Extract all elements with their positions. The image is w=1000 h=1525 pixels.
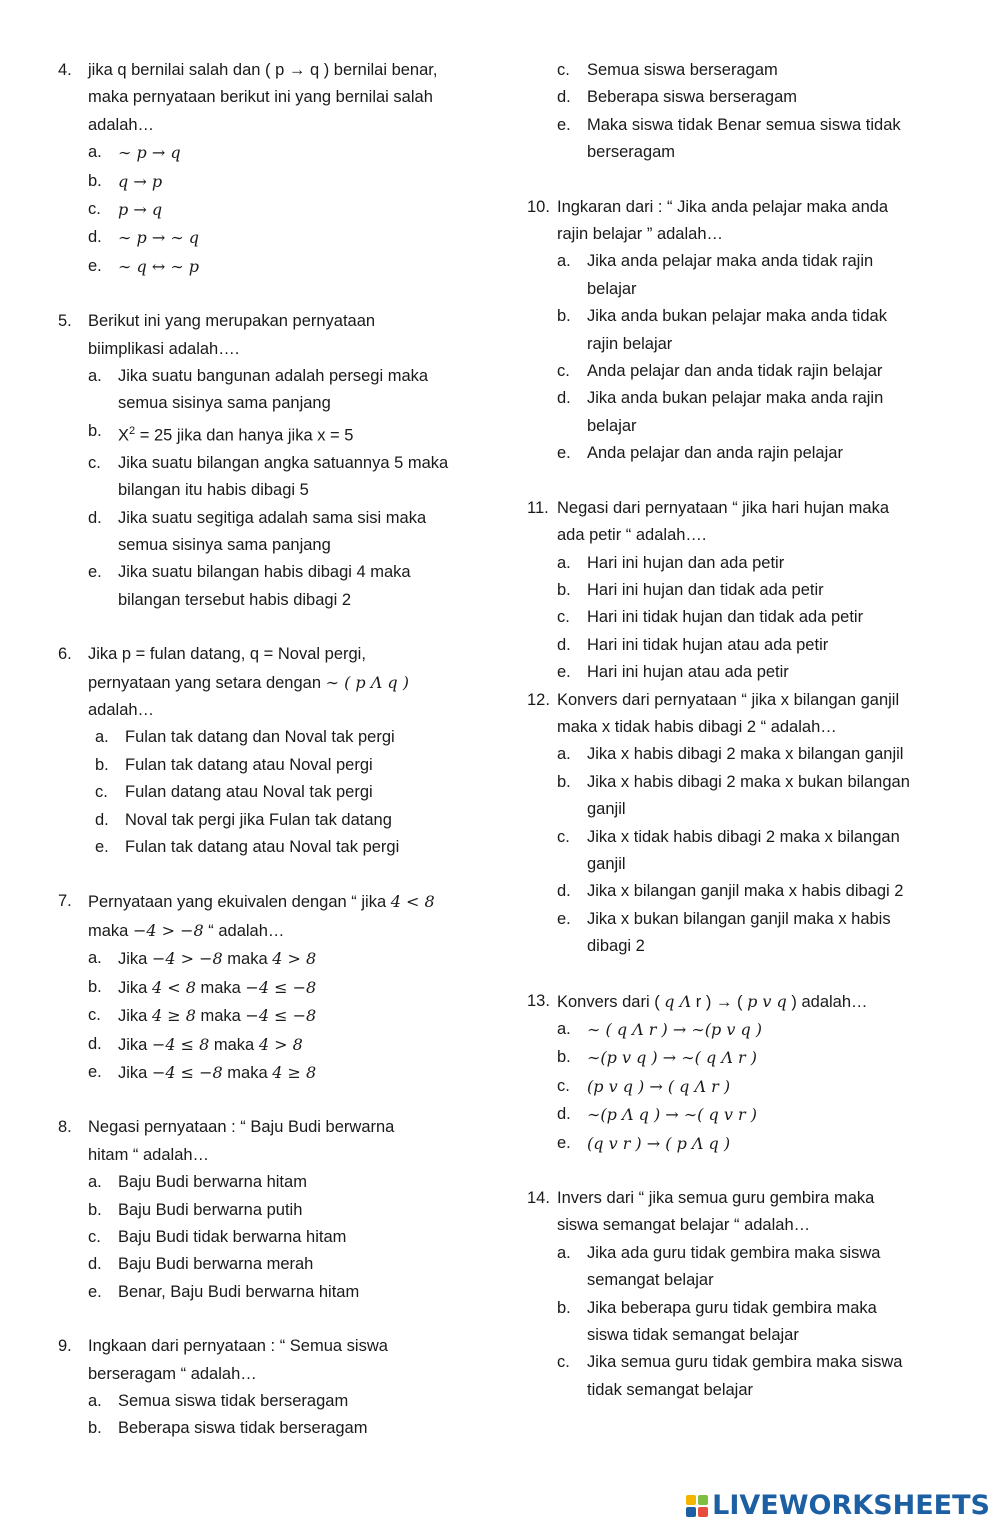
option-e[interactable]: e. Jika suatu bilangan habis dibagi 4 maka bilangan tersebut habis dibagi 2 — [88, 563, 411, 609]
option-d[interactable]: d. Hari ini tidak hujan atau ada petir — [557, 635, 829, 654]
option-a[interactable]: a. Fulan tak datang dan Noval tak pergi — [95, 728, 395, 747]
option-d[interactable]: d. Jika suatu segitiga adalah sama sisi maka semua sisinya sama panjang — [88, 508, 427, 554]
option-c[interactable]: c. Fulan datang atau Noval tak pergi — [95, 783, 373, 802]
question-13 — [527, 988, 967, 1158]
option-a[interactable]: a. Jika −4 > −8 maka 4 > 8 — [88, 949, 317, 969]
question-stem: Konvers dari pernyataan “ jika x bilangan ganjil maka x tidak habis dibagi 2 “ adalah… — [557, 690, 900, 736]
option-list — [88, 1169, 498, 1306]
left-column — [58, 57, 498, 1443]
option-b[interactable]: b. q → p — [88, 171, 163, 191]
option-d[interactable]: d. Jika −4 ≤ 8 maka 4 > 8 — [88, 1034, 303, 1054]
option-a[interactable]: a. ∼ ( q Λ r ) → ∼(p v q ) — [557, 1020, 763, 1039]
option-e[interactable]: e. (q v r ) → ( p Λ q ) — [557, 1133, 731, 1153]
option-b[interactable]: b. Baju Budi berwarna putih — [88, 1200, 303, 1219]
option-d[interactable]: d. Beberapa siswa berseragam — [557, 88, 798, 107]
option-e[interactable]: e. Benar, Baju Budi berwarna hitam — [88, 1282, 360, 1301]
option-c[interactable]: c. (p v q ) → ( q Λ r ) — [557, 1076, 731, 1096]
question-11 — [527, 495, 967, 687]
question-stem: Berikut ini yang merupakan pernyataan biimplikasi adalah…. — [88, 312, 376, 358]
logo-square-icon — [686, 1507, 696, 1517]
option-a[interactable]: a. ∼ p → q — [88, 143, 181, 163]
question-9 — [58, 1333, 498, 1443]
option-e[interactable]: e. ∼ q ↔ ∼ p — [88, 256, 200, 276]
option-b[interactable]: b. Jika x habis dibagi 2 maka x bukan bilangan ganjil — [557, 772, 910, 819]
option-list — [88, 1388, 498, 1443]
option-a[interactable]: a. Semua siswa tidak berseragam — [88, 1391, 349, 1410]
liveworksheets-logo — [686, 1490, 990, 1521]
option-d[interactable]: d. ∼(p Λ q ) → ∼( q v r ) — [557, 1105, 757, 1125]
option-list — [557, 550, 967, 687]
question-12 — [527, 687, 967, 961]
option-list — [557, 248, 967, 467]
option-a[interactable]: a. Jika x habis dibagi 2 maka x bilangan ganjil — [557, 745, 904, 764]
question-number: 9. — [58, 1337, 72, 1356]
option-list — [557, 741, 967, 960]
option-c[interactable]: c. Hari ini tidak hujan dan tidak ada petir — [557, 608, 864, 627]
question-6 — [58, 641, 498, 861]
option-d[interactable]: d. ∼ p → ∼ q — [88, 228, 200, 248]
question-number: 7. — [58, 892, 72, 911]
question-stem: jika q bernilai salah dan ( p → q ) bernilai benar, maka pernyataan berikut ini yang bernilai salah adalah… — [88, 61, 438, 134]
question-stem: Negasi pernyataan : “ Baju Budi berwarna hitam “ adalah… — [88, 1118, 395, 1164]
question-number: 10. — [527, 197, 550, 216]
option-a[interactable]: a. Jika ada guru tidak gembira maka siswa semangat belajar — [557, 1243, 881, 1290]
option-c[interactable]: c. Jika semua guru tidak gembira maka siswa tidak semangat belajar — [557, 1353, 903, 1399]
option-a[interactable]: a. Hari ini hujan dan ada petir — [557, 553, 785, 572]
question-number: 5. — [58, 312, 72, 331]
option-list — [88, 945, 498, 1087]
question-stem: Negasi dari pernyataan “ jika hari hujan maka ada petir “ adalah…. — [557, 498, 890, 545]
option-b[interactable]: b. Jika 4 < 8 maka −4 ≤ −8 — [88, 977, 317, 997]
question-stem: Ingkaran dari : “ Jika anda pelajar maka anda rajin belajar ” adalah… — [557, 197, 889, 244]
option-b[interactable]: b. ∼(p v q ) → ∼( q Λ r ) — [557, 1048, 757, 1068]
question-stem: Pernyataan yang ekuivalen dengan “ jika 4 < 8 maka −4 > −8 “ adalah… — [88, 892, 435, 940]
question-7 — [58, 888, 498, 1087]
logo-text: LIVEWORKSHEETS — [712, 1490, 990, 1521]
logo-square-icon — [698, 1495, 708, 1505]
option-c[interactable]: c. Baju Budi tidak berwarna hitam — [88, 1227, 347, 1246]
question-10 — [527, 194, 967, 468]
option-d[interactable]: d. Jika x bilangan ganjil maka x habis dibagi 2 — [557, 882, 904, 901]
logo-square-icon — [686, 1495, 696, 1505]
option-b[interactable]: b. Jika anda bukan pelajar maka anda tidak rajin belajar — [557, 307, 887, 353]
option-list — [557, 1016, 967, 1158]
logo-grid-icon — [686, 1495, 708, 1517]
option-d[interactable]: d. Jika anda bukan pelajar maka anda rajin belajar — [557, 389, 884, 435]
option-a[interactable]: a. Jika suatu bangunan adalah persegi maka semua sisinya sama panjang — [88, 367, 429, 413]
question-number: 8. — [58, 1118, 72, 1137]
question-number: 11. — [527, 498, 549, 517]
option-b[interactable]: b. Beberapa siswa tidak berseragam — [88, 1419, 368, 1438]
option-c[interactable]: c. Semua siswa berseragam — [557, 61, 778, 79]
option-e[interactable]: e. Jika x bukan bilangan ganjil maka x habis dibagi 2 — [557, 909, 891, 956]
question-number: 12. — [527, 690, 550, 709]
option-a[interactable]: a. Jika anda pelajar maka anda tidak rajin belajar — [557, 252, 874, 298]
option-list — [88, 139, 498, 281]
option-e[interactable]: e. Jika −4 ≤ −8 maka 4 ≥ 8 — [88, 1062, 317, 1082]
question-number: 14. — [527, 1189, 550, 1208]
question-number: 4. — [58, 61, 72, 79]
question-9-continued — [527, 57, 967, 167]
question-stem: Invers dari “ jika semua guru gembira maka siswa semangat belajar “ adalah… — [557, 1189, 875, 1235]
option-d[interactable]: d. Noval tak pergi jika Fulan tak datang — [95, 810, 392, 829]
option-e[interactable]: e. Maka siswa tidak Benar semua siswa tidak berseragam — [557, 115, 901, 162]
option-c[interactable]: c. p → q — [88, 200, 163, 220]
option-list — [557, 57, 967, 167]
option-c[interactable]: c. Jika suatu bilangan angka satuannya 5 maka bilangan itu habis dibagi 5 — [88, 453, 449, 500]
option-c[interactable]: c. Jika 4 ≥ 8 maka −4 ≤ −8 — [88, 1006, 317, 1026]
option-c[interactable]: c. Jika x tidak habis dibagi 2 maka x bilangan ganjil — [557, 827, 900, 873]
right-column — [527, 57, 967, 1404]
option-e[interactable]: e. Anda pelajar dan anda rajin pelajar — [557, 444, 843, 463]
question-14 — [527, 1185, 967, 1404]
option-b[interactable]: b. $X^2 = 25$ jika dan hanya jika x = 5 — [88, 421, 354, 445]
question-stem: Konvers dari ( q Λ r ) → ( p v q ) adalah… — [557, 991, 868, 1011]
question-8 — [58, 1114, 498, 1306]
option-list — [557, 1240, 967, 1404]
option-a[interactable]: a. Baju Budi berwarna hitam — [88, 1173, 307, 1192]
question-5 — [58, 308, 498, 614]
option-e[interactable]: e. Hari ini hujan atau ada petir — [557, 663, 789, 682]
option-c[interactable]: c. Anda pelajar dan anda tidak rajin belajar — [557, 362, 883, 381]
question-number: 6. — [58, 645, 72, 664]
option-b[interactable]: b. Jika beberapa guru tidak gembira maka siswa tidak semangat belajar — [557, 1298, 877, 1345]
question-4 — [58, 57, 498, 281]
option-list — [88, 363, 498, 614]
option-list — [88, 724, 498, 861]
question-stem: Ingkaan dari pernyataan : “ Semua siswa berseragam “ adalah… — [88, 1337, 388, 1383]
question-stem: Jika p = fulan datang, q = Noval pergi, pernyataan yang setara dengan ∼ ( p Λ q ) adalah… — [88, 645, 409, 720]
option-e[interactable]: e. Fulan tak datang atau Noval tak pergi — [95, 838, 400, 857]
option-d[interactable]: d. Baju Budi berwarna merah — [88, 1255, 314, 1274]
logo-square-icon — [698, 1507, 708, 1517]
option-b[interactable]: b. Hari ini hujan dan tidak ada petir — [557, 580, 824, 599]
question-number: 13. — [527, 991, 550, 1010]
option-b[interactable]: b. Fulan tak datang atau Noval pergi — [95, 755, 373, 774]
